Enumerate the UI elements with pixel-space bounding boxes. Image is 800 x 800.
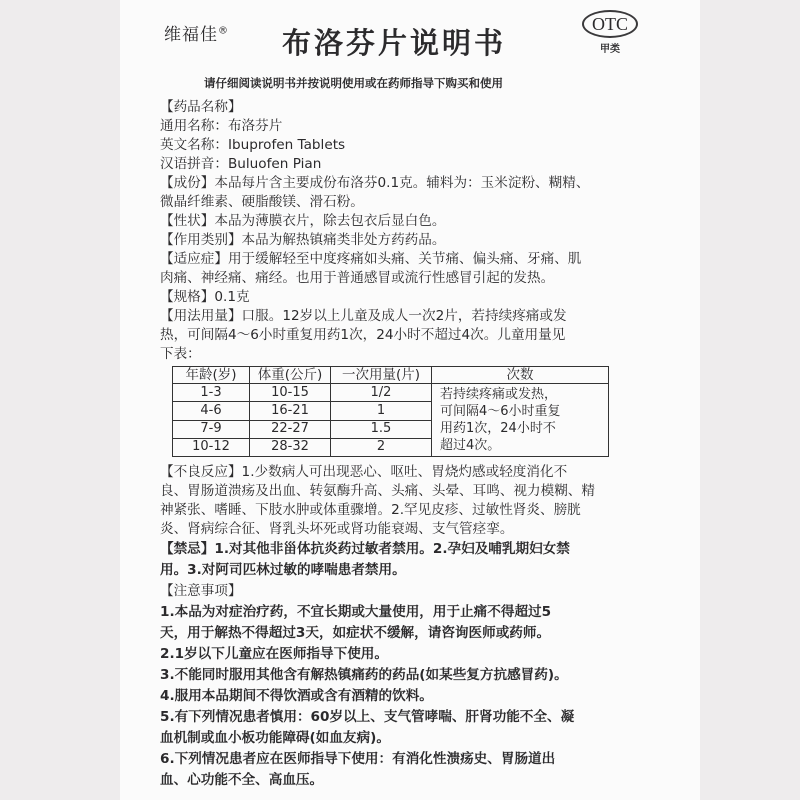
contraindications-section bbox=[160, 539, 632, 581]
category: 【作用类别】本品为解热镇痛类非处方药药品。 bbox=[160, 232, 446, 248]
header-dose: 一次用量(片) bbox=[331, 367, 432, 384]
frequency-note-line: 超过4次。 bbox=[440, 438, 501, 453]
cell-weight: 28-32 bbox=[250, 438, 331, 456]
cell-age: 7-9 bbox=[173, 420, 250, 438]
precautions-header: 【注意事项】 bbox=[160, 583, 242, 599]
page-title: 布洛芬片说明书 bbox=[282, 26, 507, 60]
registered-mark: ® bbox=[218, 25, 229, 37]
indications-line-2: 肉痛、神经痛、痛经。也用于普通感冒或流行性感冒引起的发热。 bbox=[160, 270, 555, 286]
cell-weight: 16-21 bbox=[250, 402, 331, 420]
frequency-note-line: 用药1次，24小时不 bbox=[440, 421, 556, 436]
indications-line-1: 【适应症】用于缓解轻至中度疼痛如头痛、关节痛、偏头痛、牙痛、肌 bbox=[160, 251, 582, 267]
precaution-line-7: 血机制或血小板功能障碍(如血友病)。 bbox=[160, 730, 390, 746]
otc-oval: OTC bbox=[582, 10, 638, 38]
table-row bbox=[173, 384, 609, 402]
ingredients-line-1: 【成份】本品每片含主要成份布洛芬0.1克。辅料为：玉米淀粉、糊精、 bbox=[160, 175, 590, 191]
precaution-line-3: 2.1岁以下儿童应在医师指导下使用。 bbox=[160, 646, 388, 662]
frequency-note-line: 若持续疼痛或发热， bbox=[440, 387, 558, 402]
frequency-note-line: 可间隔4～6小时重复 bbox=[440, 404, 561, 419]
cell-dose: 1 bbox=[331, 402, 432, 420]
adverse-line-3: 神紧张、嗜睡、下肢水肿或体重骤增。2.罕见皮疹、过敏性肾炎、膀胱 bbox=[160, 502, 581, 518]
precaution-line-1: 1.本品为对症治疗药，不宜长期或大量使用，用于止痛不得超过5 bbox=[160, 604, 552, 620]
header-frequency: 次数 bbox=[432, 367, 609, 384]
section-drug-name: 【药品名称】 bbox=[160, 99, 242, 115]
precaution-line-6: 5.有下列情况患者慎用：60岁以上、支气管哮喘、肝肾功能不全、凝 bbox=[160, 709, 575, 725]
precautions-section bbox=[160, 581, 632, 791]
precaution-line-9: 血、心功能不全、高血压。 bbox=[160, 772, 324, 788]
brand-logo bbox=[164, 20, 229, 45]
specification: 【规格】0.1克 bbox=[160, 289, 250, 305]
contraindications-line-2: 用。3.对阿司匹林过敏的哮喘患者禁用。 bbox=[160, 562, 406, 578]
adverse-line-4: 炎、肾病综合征、肾乳头坏死或肾功能衰竭、支气管痉挛。 bbox=[160, 521, 514, 537]
cell-dose: 1/2 bbox=[331, 384, 432, 402]
cell-age: 4-6 bbox=[173, 402, 250, 420]
brand-name: 维福佳 bbox=[164, 25, 218, 45]
usage-line-1: 【用法用量】口服。12岁以上儿童及成人一次2片，若持续疼痛或发 bbox=[160, 308, 567, 324]
otc-category: 甲类 bbox=[600, 44, 620, 55]
pinyin-name: 汉语拼音：Buluofen Pian bbox=[160, 156, 322, 172]
usage-line-2: 热，可间隔4～6小时重复用药1次，24小时不超过4次。儿童用量见 bbox=[160, 327, 566, 343]
precaution-line-5: 4.服用本品期间不得饮酒或含有酒精的饮料。 bbox=[160, 688, 433, 704]
generic-name: 通用名称：布洛芬片 bbox=[160, 118, 283, 134]
precaution-line-2: 天，用于解热不得超过3天，如症状不缓解，请咨询医师或药师。 bbox=[160, 625, 551, 641]
cell-dose: 1.5 bbox=[331, 420, 432, 438]
ingredients-line-2: 微晶纤维素、硬脂酸镁、滑石粉。 bbox=[160, 194, 364, 210]
properties: 【性状】本品为薄膜衣片，除去包衣后显白色。 bbox=[160, 213, 446, 229]
header-age: 年龄(岁) bbox=[173, 367, 250, 384]
table-header-row bbox=[173, 367, 609, 384]
leaflet-body bbox=[160, 98, 632, 791]
header-weight: 体重(公斤) bbox=[250, 367, 331, 384]
cell-age: 1-3 bbox=[173, 384, 250, 402]
adverse-line-2: 良、胃肠道溃疡及出血、转氨酶升高、头痛、头晕、耳鸣、视力模糊、精 bbox=[160, 483, 595, 499]
cell-dose: 2 bbox=[331, 438, 432, 456]
precaution-line-8: 6.下列情况患者应在医师指导下使用：有消化性溃疡史、胃肠道出 bbox=[160, 751, 556, 767]
contraindications-line-1: 【禁忌】1.对其他非甾体抗炎药过敏者禁用。2.孕妇及哺乳期妇女禁 bbox=[160, 541, 570, 557]
adverse-line-1: 【不良反应】1.少数病人可出现恶心、呕吐、胃烧灼感或轻度消化不 bbox=[160, 464, 568, 480]
cell-weight: 22-27 bbox=[250, 420, 331, 438]
cell-age: 10-12 bbox=[173, 438, 250, 456]
otc-badge bbox=[580, 10, 640, 55]
cell-weight: 10-15 bbox=[250, 384, 331, 402]
subtitle: 请仔细阅读说明书并按说明使用或在药师指导下购买和使用 bbox=[204, 76, 503, 90]
frequency-note bbox=[432, 384, 609, 457]
usage-line-3: 下表： bbox=[160, 346, 201, 362]
dosage-table bbox=[172, 366, 609, 457]
english-name: 英文名称：Ibuprofen Tablets bbox=[160, 137, 346, 153]
precaution-line-4: 3.不能同时服用其他含有解热镇痛药的药品(如某些复方抗感冒药)。 bbox=[160, 667, 568, 683]
